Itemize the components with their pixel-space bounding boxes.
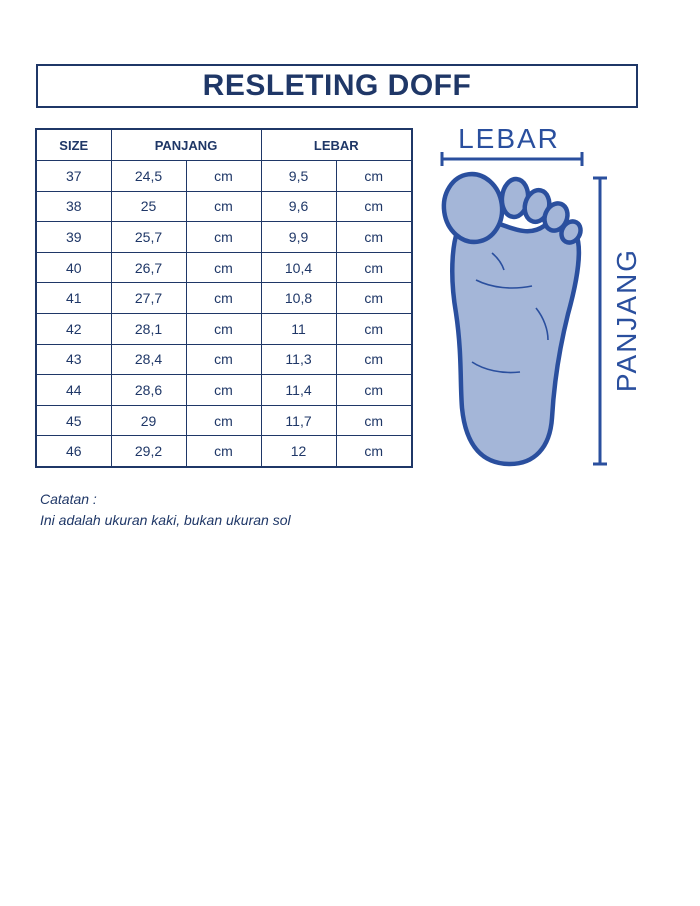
column-header-panjang: PANJANG xyxy=(111,129,261,161)
cell-lebar-unit: cm xyxy=(336,252,412,283)
cell-lebar: 11,7 xyxy=(261,405,336,436)
size-table xyxy=(35,128,413,468)
table-row xyxy=(36,283,412,314)
cell-size: 43 xyxy=(36,344,111,375)
cell-size: 42 xyxy=(36,313,111,344)
cell-panjang: 28,1 xyxy=(111,313,186,344)
notes-text: Ini adalah ukuran kaki, bukan ukuran sol xyxy=(40,512,291,528)
column-header-lebar: LEBAR xyxy=(261,129,412,161)
cell-size: 40 xyxy=(36,252,111,283)
cell-panjang: 28,6 xyxy=(111,375,186,406)
cell-size: 38 xyxy=(36,191,111,222)
page-title: RESLETING DOFF xyxy=(202,69,472,102)
cell-lebar-unit: cm xyxy=(336,375,412,406)
cell-panjang: 29,2 xyxy=(111,436,186,467)
table-row xyxy=(36,405,412,436)
cell-panjang: 28,4 xyxy=(111,344,186,375)
table-body xyxy=(36,161,412,468)
cell-lebar: 9,6 xyxy=(261,191,336,222)
cell-size: 37 xyxy=(36,161,111,192)
width-measure-line xyxy=(442,152,582,166)
cell-lebar: 9,5 xyxy=(261,161,336,192)
cell-lebar: 11,4 xyxy=(261,375,336,406)
notes-heading: Catatan : xyxy=(40,491,97,507)
notes xyxy=(40,489,291,531)
table-row xyxy=(36,191,412,222)
cell-panjang-unit: cm xyxy=(186,405,261,436)
cell-panjang: 26,7 xyxy=(111,252,186,283)
cell-panjang-unit: cm xyxy=(186,252,261,283)
foot-diagram-svg xyxy=(432,118,642,478)
table-row xyxy=(36,161,412,192)
cell-lebar: 10,4 xyxy=(261,252,336,283)
width-label: LEBAR xyxy=(458,123,560,154)
cell-panjang-unit: cm xyxy=(186,191,261,222)
cell-lebar: 12 xyxy=(261,436,336,467)
cell-lebar-unit: cm xyxy=(336,344,412,375)
cell-lebar: 9,9 xyxy=(261,222,336,253)
cell-panjang-unit: cm xyxy=(186,436,261,467)
table-header-row xyxy=(36,129,412,161)
table-row xyxy=(36,313,412,344)
cell-lebar-unit: cm xyxy=(336,191,412,222)
cell-size: 44 xyxy=(36,375,111,406)
length-measure-line xyxy=(593,178,607,464)
table-row xyxy=(36,375,412,406)
cell-panjang-unit: cm xyxy=(186,313,261,344)
cell-size: 39 xyxy=(36,222,111,253)
foot-icon xyxy=(440,170,585,464)
length-label: PANJANG xyxy=(611,247,642,393)
column-header-size: SIZE xyxy=(36,129,111,161)
cell-panjang: 29 xyxy=(111,405,186,436)
cell-panjang-unit: cm xyxy=(186,222,261,253)
cell-lebar-unit: cm xyxy=(336,283,412,314)
cell-lebar-unit: cm xyxy=(336,405,412,436)
cell-lebar: 11 xyxy=(261,313,336,344)
table-row xyxy=(36,436,412,467)
cell-panjang-unit: cm xyxy=(186,344,261,375)
cell-size: 46 xyxy=(36,436,111,467)
cell-lebar: 11,3 xyxy=(261,344,336,375)
cell-panjang: 24,5 xyxy=(111,161,186,192)
cell-panjang: 25 xyxy=(111,191,186,222)
table-row xyxy=(36,252,412,283)
foot-diagram xyxy=(432,118,642,478)
cell-lebar-unit: cm xyxy=(336,222,412,253)
table-row xyxy=(36,222,412,253)
cell-lebar: 10,8 xyxy=(261,283,336,314)
cell-lebar-unit: cm xyxy=(336,313,412,344)
cell-size: 41 xyxy=(36,283,111,314)
cell-panjang-unit: cm xyxy=(186,161,261,192)
cell-panjang: 27,7 xyxy=(111,283,186,314)
cell-lebar-unit: cm xyxy=(336,436,412,467)
cell-size: 45 xyxy=(36,405,111,436)
cell-panjang-unit: cm xyxy=(186,375,261,406)
title-box xyxy=(36,64,638,108)
table-row xyxy=(36,344,412,375)
cell-panjang-unit: cm xyxy=(186,283,261,314)
cell-panjang: 25,7 xyxy=(111,222,186,253)
cell-lebar-unit: cm xyxy=(336,161,412,192)
